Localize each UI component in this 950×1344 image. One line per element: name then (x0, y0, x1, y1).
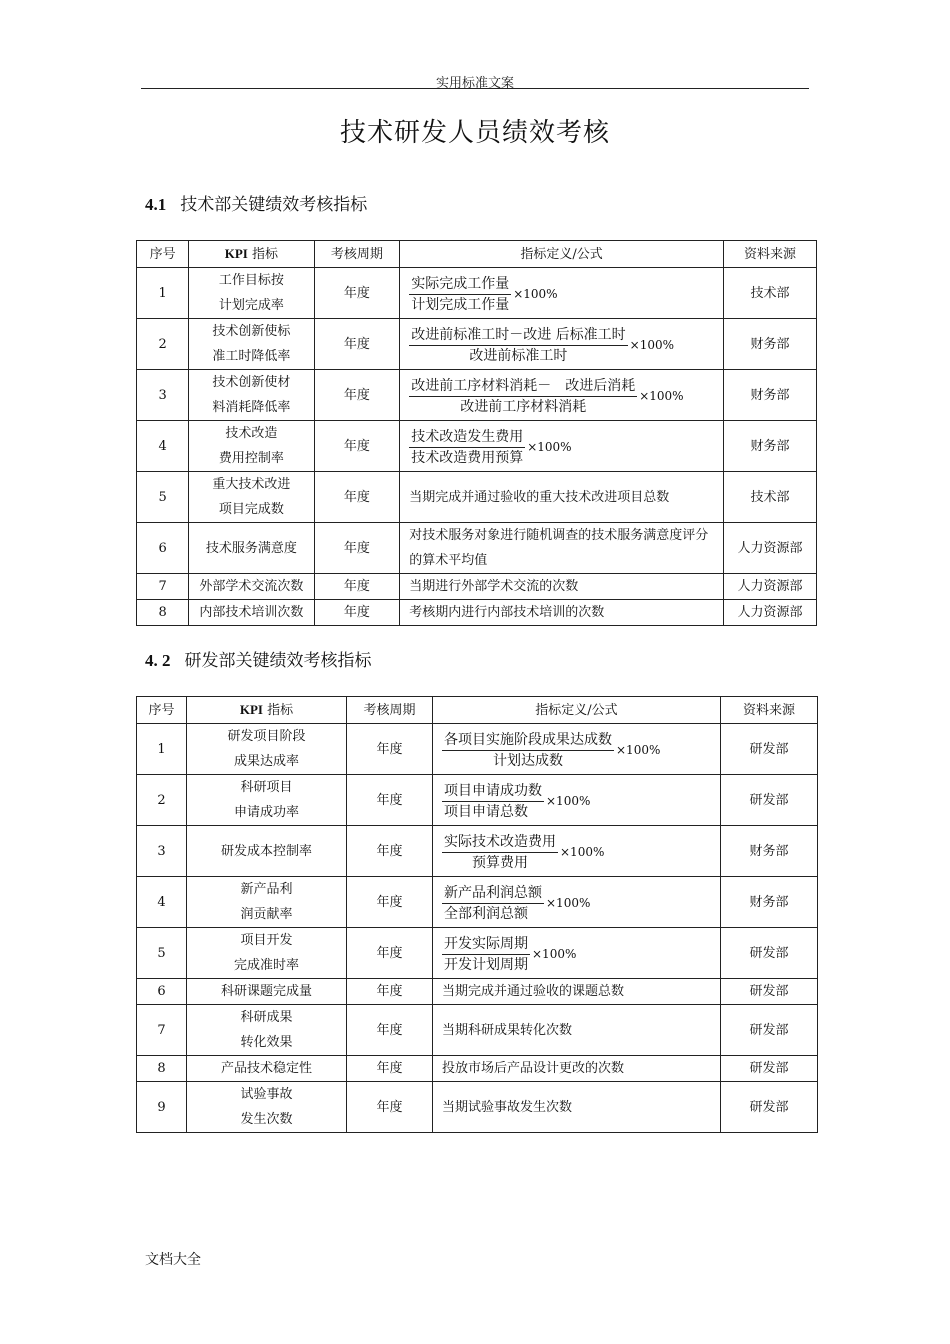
kpi-name-cell (187, 928, 347, 979)
formula-fraction (442, 883, 590, 924)
formula-fraction (442, 832, 604, 873)
definition-cell (433, 1005, 721, 1056)
assessment-period: 年度 (314, 421, 400, 472)
data-source: 财务部 (724, 319, 817, 370)
header-rule (141, 88, 809, 89)
assessment-period: 年度 (347, 979, 433, 1005)
definition-cell (433, 928, 721, 979)
col-header-definition: 指标定义/公式 (400, 241, 724, 268)
table-header-row (137, 241, 817, 268)
data-source: 技术部 (724, 472, 817, 523)
data-source: 人力资源部 (724, 600, 817, 626)
fraction-denominator: 改进前标准工时 (469, 347, 568, 364)
col-header-source: 资料来源 (724, 241, 817, 268)
col-header-source: 资料来源 (721, 697, 818, 724)
kpi-name-cell (189, 523, 314, 574)
kpi-name-line: 技术创新使标 (212, 324, 291, 339)
fraction-numerator: 各项目实施阶段成果达成数 (442, 730, 614, 751)
table-row (137, 928, 818, 979)
fraction-body (409, 325, 627, 366)
section-number: 4. 2 (145, 651, 171, 670)
row-number: 3 (137, 370, 189, 421)
definition-cell (400, 523, 724, 574)
kpi-rest-label: 指标 (247, 247, 279, 262)
times-100-percent: ×100% (527, 439, 572, 454)
definition-text: 考核期内进行内部技术培训的次数 (409, 605, 605, 620)
table-row (137, 724, 818, 775)
kpi-name-cell (189, 319, 314, 370)
fraction-body (442, 781, 544, 822)
fraction-body (409, 427, 525, 468)
table-row (137, 1056, 818, 1082)
kpi-name-line: 新产品利 (240, 882, 293, 897)
assessment-period: 年度 (314, 319, 400, 370)
formula-fraction (409, 376, 683, 417)
data-source: 研发部 (721, 1082, 818, 1133)
data-source: 技术部 (724, 268, 817, 319)
fraction-body (442, 730, 614, 771)
fraction-numerator: 实际完成工作量 (409, 274, 511, 295)
assessment-period: 年度 (347, 826, 433, 877)
kpi-name-line: 试验事故 (240, 1087, 293, 1102)
assessment-period: 年度 (347, 877, 433, 928)
data-source: 研发部 (721, 928, 818, 979)
section-4-1-heading (145, 190, 367, 215)
row-number: 9 (137, 1082, 187, 1133)
assessment-period: 年度 (347, 1082, 433, 1133)
kpi-name-line: 研发项目阶段 (227, 729, 306, 744)
kpi-name-line: 技术改造 (225, 426, 278, 441)
kpi-name-cell (189, 574, 314, 600)
table-row (137, 319, 817, 370)
kpi-name-line: 研发成本控制率 (220, 843, 312, 859)
fraction-numerator: 改进前标准工时－改进 后标准工时 (409, 325, 627, 346)
kpi-name-cell (189, 421, 314, 472)
fraction-denominator: 计划达成数 (493, 752, 563, 769)
formula-fraction (409, 325, 674, 366)
kpi-name-line: 费用控制率 (218, 451, 284, 466)
definition-cell (433, 724, 721, 775)
data-source: 财务部 (724, 370, 817, 421)
row-number: 6 (137, 979, 187, 1005)
section-title: 技术部关键绩效考核指标 (180, 195, 368, 215)
kpi-name-cell (187, 826, 347, 877)
kpi-name-line: 转化效果 (240, 1035, 293, 1050)
fraction-denominator: 改进前工序材料消耗 (460, 398, 587, 415)
definition-cell (433, 1056, 721, 1082)
table-row (137, 600, 817, 626)
definition-cell (400, 472, 724, 523)
kpi-name-line: 科研课题完成量 (220, 984, 312, 999)
kpi-name-line: 科研成果 (240, 1010, 293, 1025)
assessment-period: 年度 (314, 574, 400, 600)
definition-text: 当期科研成果转化次数 (442, 1022, 573, 1038)
data-source: 研发部 (721, 1056, 818, 1082)
row-number: 6 (137, 523, 189, 574)
assessment-period: 年度 (314, 370, 400, 421)
fraction-body (442, 883, 544, 924)
kpi-name-line: 项目开发 (240, 933, 293, 948)
table-row (137, 472, 817, 523)
data-source: 研发部 (721, 775, 818, 826)
kpi-name-cell (187, 877, 347, 928)
row-number: 4 (137, 877, 187, 928)
assessment-period: 年度 (314, 523, 400, 574)
fraction-denominator: 开发计划周期 (444, 956, 528, 973)
row-number: 8 (137, 600, 189, 626)
data-source: 财务部 (721, 826, 818, 877)
definition-cell (400, 421, 724, 472)
formula-fraction (442, 934, 576, 975)
definition-cell (433, 775, 721, 826)
formula-fraction (409, 427, 571, 468)
definition-text: 当期进行外部学术交流的次数 (409, 579, 579, 594)
section-4-2-heading (145, 646, 372, 671)
table-row (137, 979, 818, 1005)
row-number: 7 (137, 574, 189, 600)
times-100-percent: ×100% (546, 895, 591, 910)
fraction-denominator: 全部利润总额 (444, 905, 528, 922)
table-row (137, 1005, 818, 1056)
col-header-no: 序号 (137, 697, 187, 724)
col-header-kpi (187, 697, 347, 724)
row-number: 7 (137, 1005, 187, 1056)
kpi-name-cell (189, 472, 314, 523)
kpi-name-line: 申请成功率 (233, 805, 299, 820)
kpi-rest-label: 指标 (262, 703, 294, 718)
fraction-numerator: 项目申请成功数 (442, 781, 544, 802)
times-100-percent: ×100% (629, 337, 675, 352)
kpi-name-line: 产品技术稳定性 (220, 1061, 312, 1076)
row-number: 8 (137, 1056, 187, 1082)
fraction-denominator: 计划完成工作量 (411, 296, 510, 313)
definition-text: 当期完成并通过验收的重大技术改进项目总数 (409, 489, 670, 505)
definition-text: 对技术服务对象进行随机调查的技术服务满意度评分的算术平均值 (409, 528, 709, 568)
definition-cell (433, 979, 721, 1005)
table-row (137, 1082, 818, 1133)
definition-cell (433, 877, 721, 928)
col-header-kpi (189, 241, 314, 268)
times-100-percent: ×100% (560, 844, 605, 859)
fraction-denominator: 项目申请总数 (444, 803, 528, 820)
row-number: 1 (137, 724, 187, 775)
assessment-period: 年度 (314, 600, 400, 626)
fraction-body (442, 832, 558, 873)
kpi-name-line: 外部学术交流次数 (199, 579, 304, 594)
table-row (137, 574, 817, 600)
definition-cell (400, 370, 724, 421)
table-row (137, 775, 818, 826)
definition-text: 当期试验事故发生次数 (442, 1099, 573, 1115)
definition-text: 当期完成并通过验收的课题总数 (442, 984, 625, 999)
fraction-numerator: 实际技术改造费用 (442, 832, 558, 853)
kpi-name-line: 科研项目 (240, 780, 293, 795)
kpi-name-cell (189, 600, 314, 626)
kpi-name-line: 内部技术培训次数 (199, 605, 304, 620)
col-header-period: 考核周期 (347, 697, 433, 724)
col-header-no: 序号 (137, 241, 189, 268)
kpi-name-line: 料消耗降低率 (212, 400, 291, 415)
data-source: 研发部 (721, 979, 818, 1005)
kpi-name-line: 发生次数 (240, 1112, 293, 1127)
kpi-bold-label: KPI (224, 246, 248, 261)
table-row (137, 268, 817, 319)
fraction-body (442, 934, 530, 975)
formula-fraction (442, 781, 590, 822)
row-number: 5 (137, 472, 189, 523)
data-source: 人力资源部 (724, 523, 817, 574)
kpi-name-cell (189, 370, 314, 421)
data-source: 人力资源部 (724, 574, 817, 600)
fraction-numerator: 技术改造发生费用 (409, 427, 525, 448)
fraction-numerator: 新产品利润总额 (442, 883, 544, 904)
row-number: 3 (137, 826, 187, 877)
kpi-name-line: 工作目标按 (218, 273, 284, 288)
times-100-percent: ×100% (639, 388, 684, 403)
definition-cell (400, 268, 724, 319)
kpi-name-cell (187, 1056, 347, 1082)
assessment-period: 年度 (347, 1005, 433, 1056)
rd-dept-kpi-table (136, 696, 818, 1133)
kpi-name-cell (187, 775, 347, 826)
fraction-body (409, 376, 637, 417)
data-source: 财务部 (724, 421, 817, 472)
kpi-name-cell (187, 979, 347, 1005)
table-row (137, 877, 818, 928)
definition-cell (433, 1082, 721, 1133)
fraction-numerator: 开发实际周期 (442, 934, 530, 955)
kpi-name-line: 润贡献率 (240, 907, 293, 922)
kpi-bold-label: KPI (239, 702, 263, 717)
fraction-denominator: 技术改造费用预算 (411, 449, 524, 466)
assessment-period: 年度 (314, 472, 400, 523)
times-100-percent: ×100% (546, 793, 591, 808)
kpi-name-cell (187, 1082, 347, 1133)
assessment-period: 年度 (347, 1056, 433, 1082)
fraction-numerator: 改进前工序材料消耗－ 改进后消耗 (409, 376, 637, 397)
tech-dept-kpi-table (136, 240, 817, 626)
formula-fraction (409, 274, 557, 315)
table-row (137, 826, 818, 877)
definition-cell (400, 319, 724, 370)
fraction-body (409, 274, 511, 315)
kpi-name-line: 技术创新使材 (212, 375, 291, 390)
kpi-name-line: 重大技术改进 (212, 477, 291, 492)
row-number: 1 (137, 268, 189, 319)
col-header-definition: 指标定义/公式 (433, 697, 721, 724)
kpi-name-line: 完成准时率 (233, 958, 299, 973)
kpi-name-cell (187, 724, 347, 775)
document-title: 技术研发人员绩效考核 (339, 118, 610, 148)
data-source: 研发部 (721, 1005, 818, 1056)
table-row (137, 370, 817, 421)
definition-cell (400, 574, 724, 600)
kpi-name-cell (189, 268, 314, 319)
kpi-name-line: 技术服务满意度 (205, 540, 297, 556)
times-100-percent: ×100% (616, 742, 661, 757)
data-source: 财务部 (721, 877, 818, 928)
fraction-denominator: 预算费用 (472, 854, 528, 871)
section-number: 4.1 (145, 195, 167, 214)
row-number: 5 (137, 928, 187, 979)
assessment-period: 年度 (347, 724, 433, 775)
formula-fraction (442, 730, 660, 771)
page-header: 实用标准文案 (435, 76, 514, 91)
kpi-name-line: 项目完成数 (218, 502, 284, 517)
assessment-period: 年度 (347, 928, 433, 979)
page-footer: 文档大全 (145, 1252, 201, 1268)
row-number: 2 (137, 319, 189, 370)
kpi-name-line: 计划完成率 (218, 298, 284, 313)
row-number: 4 (137, 421, 189, 472)
assessment-period: 年度 (347, 775, 433, 826)
row-number: 2 (137, 775, 187, 826)
kpi-name-line: 成果达成率 (233, 754, 299, 769)
definition-text: 投放市场后产品设计更改的次数 (442, 1061, 625, 1076)
times-100-percent: ×100% (532, 946, 577, 961)
kpi-name-line: 准工时降低率 (212, 349, 291, 364)
section-title: 研发部关键绩效考核指标 (184, 651, 372, 671)
kpi-name-cell (187, 1005, 347, 1056)
table-row (137, 523, 817, 574)
assessment-period: 年度 (314, 268, 400, 319)
col-header-period: 考核周期 (314, 241, 400, 268)
data-source: 研发部 (721, 724, 818, 775)
times-100-percent: ×100% (513, 286, 558, 301)
table-row (137, 421, 817, 472)
table-header-row (137, 697, 818, 724)
definition-cell (433, 826, 721, 877)
definition-cell (400, 600, 724, 626)
